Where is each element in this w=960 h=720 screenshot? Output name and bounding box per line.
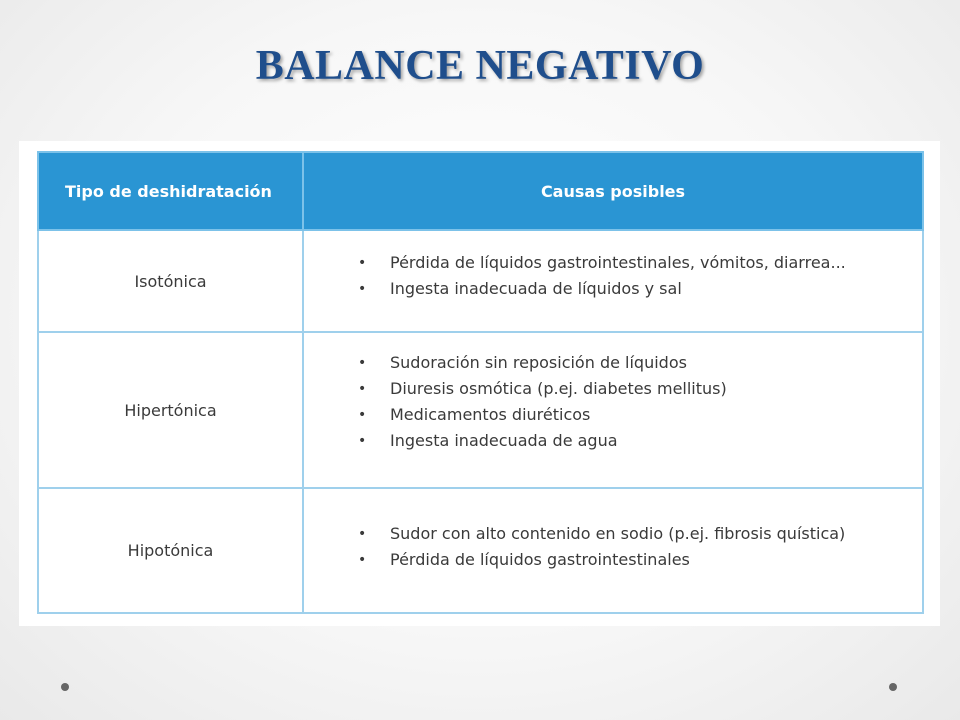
header-causes: Causas posibles [303, 152, 923, 230]
table-row-hipotonica [38, 488, 923, 613]
type-cell: Isotónica [38, 230, 303, 332]
type-cell: Hipotónica [38, 488, 303, 613]
bullet-icon: • [358, 433, 367, 449]
bullet-icon: • [358, 407, 367, 423]
dehydration-table [37, 151, 924, 614]
causes-list [304, 521, 922, 573]
causes-cell [303, 488, 923, 613]
bullet-icon: • [358, 525, 367, 542]
causes-list [304, 250, 922, 302]
causes-list [304, 350, 922, 454]
causes-cell [303, 332, 923, 488]
table-row-hipertonica [38, 332, 923, 488]
slide-title: BALANCE NEGATIVO [255, 43, 705, 89]
bullet-icon: • [358, 355, 367, 371]
causes-cell [303, 230, 923, 332]
table-panel [19, 141, 940, 626]
decorative-dot-left [61, 683, 69, 691]
bullet-icon: • [358, 381, 367, 397]
bullet-icon: • [358, 551, 367, 568]
bullet-icon: • [358, 281, 367, 297]
decorative-dot-right [889, 683, 897, 691]
table-row-isotonica [38, 230, 923, 332]
cause-item: • Diuresis osmótica (p.ej. diabetes mellitus) [358, 376, 922, 402]
cause-item: • Ingesta inadecuada de agua [358, 428, 922, 454]
cause-item: • Ingesta inadecuada de líquidos y sal [358, 276, 922, 302]
header-type: Tipo de deshidratación [38, 152, 303, 230]
cause-item: • Sudor con alto contenido en sodio (p.ej. fibrosis quística) [358, 521, 922, 547]
cause-item: • Medicamentos diuréticos [358, 402, 922, 428]
cause-item: • Sudoración sin reposición de líquidos [358, 350, 922, 376]
cause-item: • Pérdida de líquidos gastrointestinales, vómitos, diarrea... [358, 250, 922, 276]
type-cell: Hipertónica [38, 332, 303, 488]
cause-item: • Pérdida de líquidos gastrointestinales [358, 547, 922, 573]
table-header-row [38, 152, 923, 230]
bullet-icon: • [358, 255, 367, 271]
